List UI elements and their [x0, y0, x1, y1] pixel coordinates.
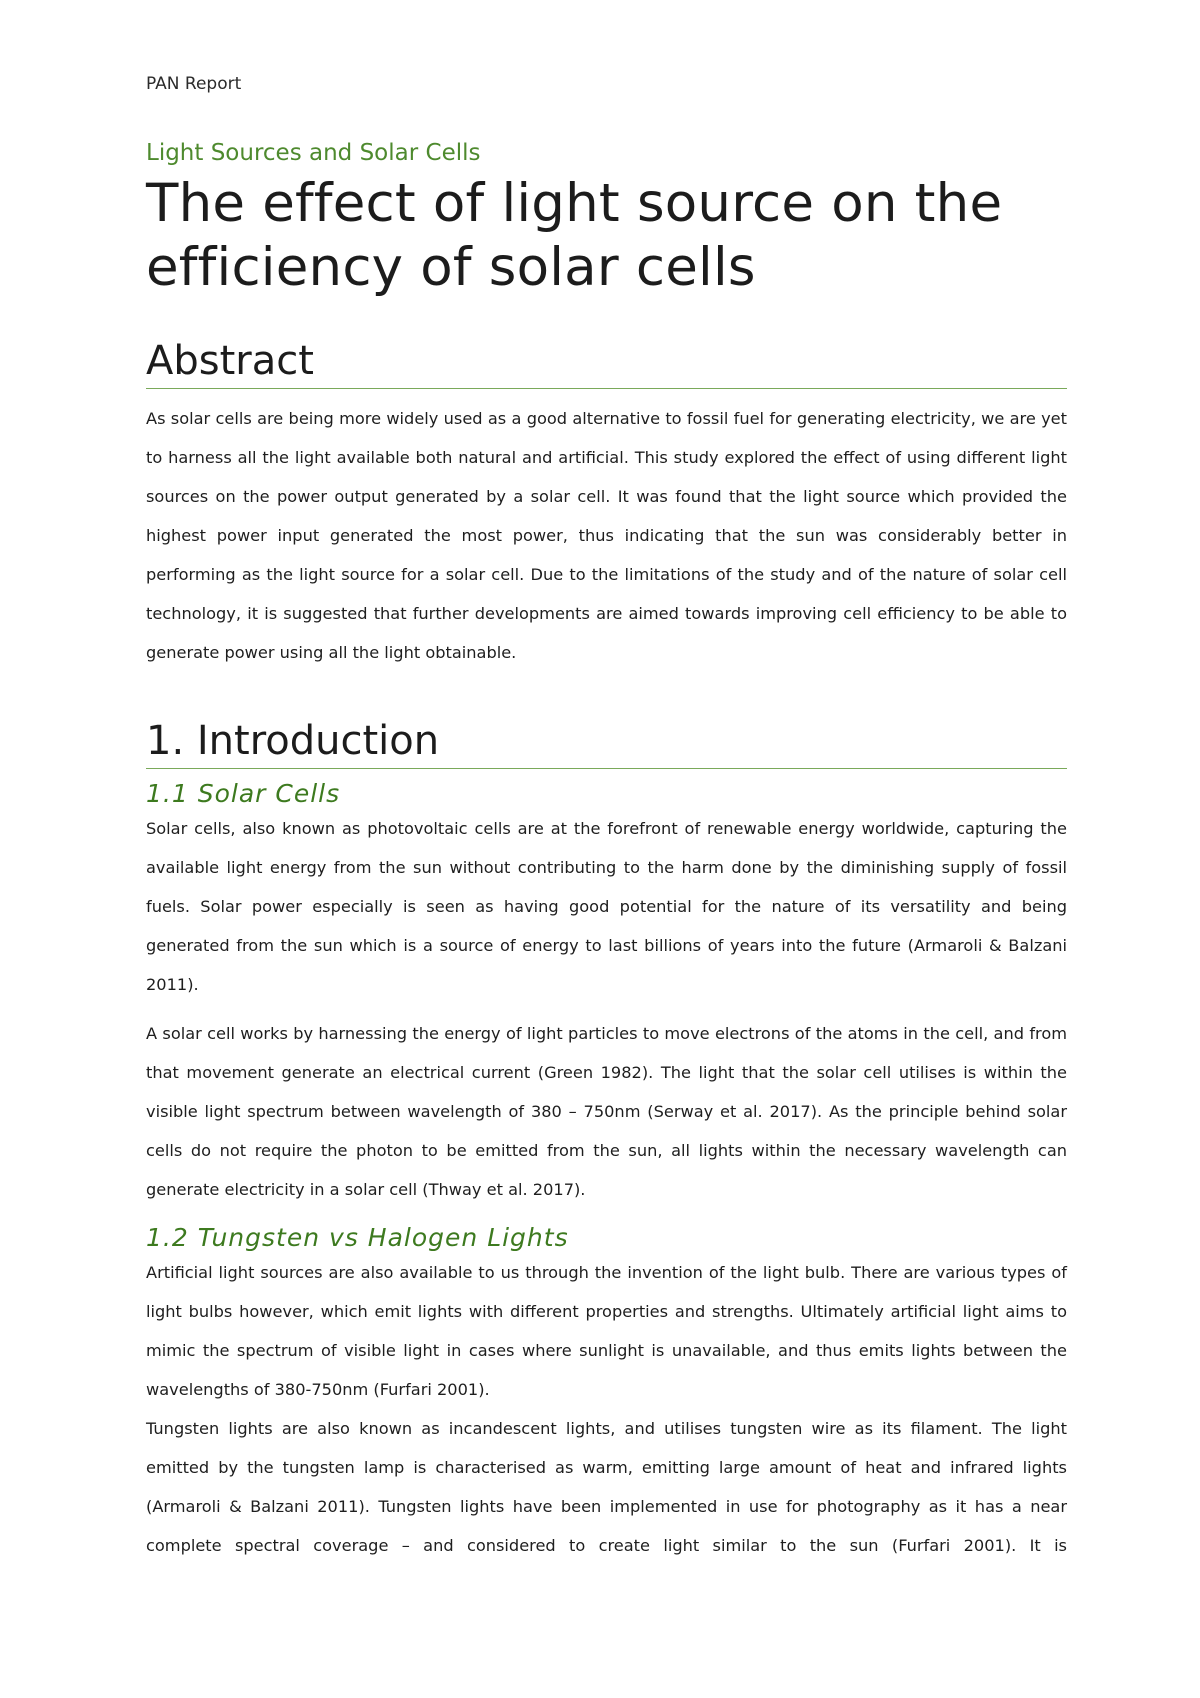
abstract-paragraph: As solar cells are being more widely used as a good alternative to fossil fuel for generating electricity, we are yet to harness all the light available both natural and artificial. This study explored the effect of using different light sources on the power output generated by a solar cell. It was found that the light source which provided the highest power input generated the most power, thus indicating that the sun was considerably better in performing as the light source for a solar cell. Due to the limitations of the study and of the nature of solar cell technology, it is suggested that further developments are aimed towards improving cell efficiency to be able to generate power using all the light obtainable.: [146, 408, 1067, 662]
paragraph: A solar cell works by harnessing the energy of light particles to move electrons of the atoms in the cell, and from that movement generate an electrical current (Green 1982). The light that the solar cell utilises is within the visible light spectrum between wavelength of 380 – 750nm (Serway et al. 2017). As the principle behind solar cells do not require the photon to be emitted from the sun, all lights within the necessary wavelength can generate electricity in a solar cell (Thway et al. 2017).: [146, 1023, 1067, 1199]
section-heading-solar-cells: 1.1 Solar Cells: [146, 778, 341, 808]
document-subtitle: Light Sources and Solar Cells: [146, 140, 481, 166]
paragraph: Tungsten lights are also known as incandescent lights, and utilises tungsten wire as its filament. The light emitted by the tungsten lamp is characterised as warm, emitting large amount of heat and infrared lights (Armaroli & Balzani 2011). Tungsten lights have been implemented in use for photography as it has a near complete spectral coverage – and considered to create light similar to the sun (Furfari 2001). It is: [146, 1418, 1067, 1555]
document-body: [146, 140, 1067, 1565]
introduction-heading: 1. Introduction: [146, 718, 1067, 769]
abstract-heading: Abstract: [146, 338, 1067, 389]
paragraph: Solar cells, also known as photovoltaic cells are at the forefront of renewable energy worldwide, capturing the available light energy from the sun without contributing to the harm done by the diminishing supply of fossil fuels. Solar power especially is seen as having good potential for the nature of its versatility and being generated from the sun which is a source of energy to last billions of years into the future (Armaroli & Balzani 2011).: [146, 818, 1067, 994]
section-heading-tungsten-vs-halogen: 1.2 Tungsten vs Halogen Lights: [146, 1222, 569, 1252]
running-header: PAN Report: [146, 74, 242, 94]
document-title: The effect of light source on the efficiency of solar cells: [146, 172, 1003, 298]
paragraph: Artificial light sources are also available to us through the invention of the light bulb. There are various types of light bulbs however, which emit lights with different properties and strengths. Ultimately artificial light aims to mimic the spectrum of visible light in cases where sunlight is unavailable, and thus emits lights between the wavelengths of 380-750nm (Furfari 2001).: [146, 1262, 1067, 1399]
